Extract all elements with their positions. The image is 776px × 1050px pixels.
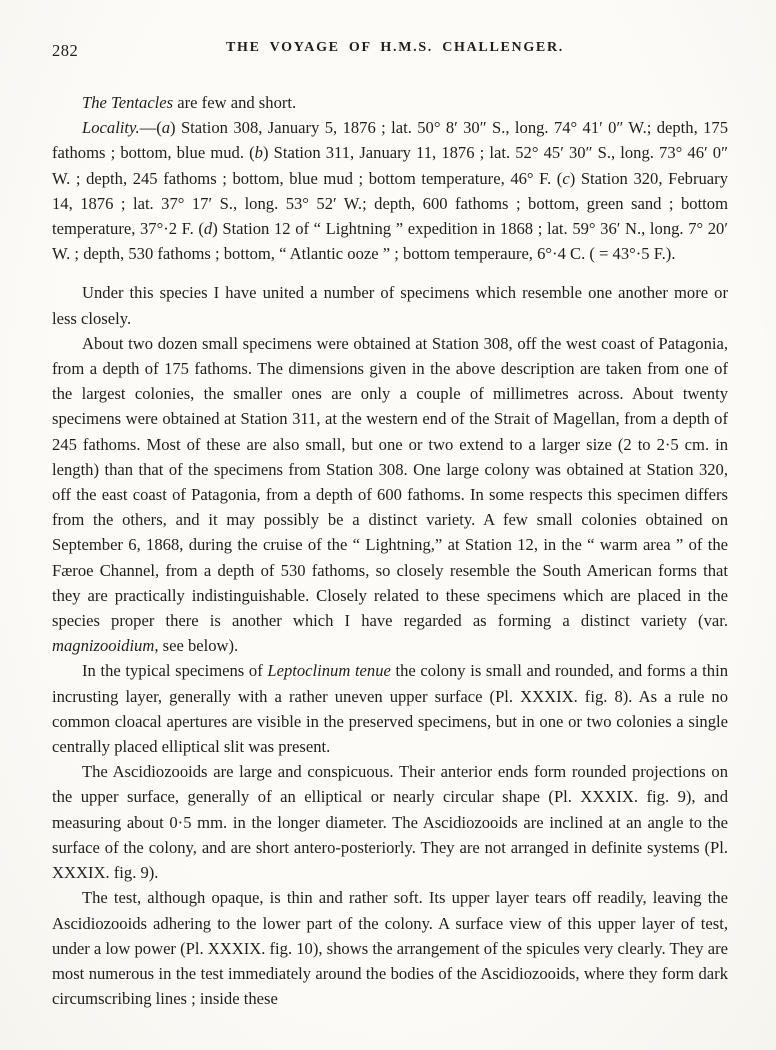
paragraph-united	[52, 280, 728, 330]
text-run: About two dozen small specimens were obtained at Station 308, off the west coast of Patagonia, from a depth of 175 fathoms. The dimensions given in the above description are taken from one of the largest colonies, the smaller ones are only a couple of millimetres across. About twenty specimens were obtained at Station 311, at the western end of the Strait of Magellan, from a depth of 245 fathoms. Most of these are also small, but one or two extend to a larger size (2 to 2·5 cm. in length) than that of the specimens from Station 308. One large colony was obtained at Station 320, off the east coast of Patagonia, from a depth of 600 fathoms. In some respects this specimen differs from the others, and it may possibly be a distinct variety. A few small colonies obtained on September 6, 1868, during the cruise of the “ Lightning,” at Station 12, in the “ warm area ” of the Færoe Channel, from a depth of 530 fathoms, so closely resemble the South American forms that they are practically indistinguishable. Closely related to these specimens which are placed in the species proper there is another which I have regarded as forming a distinct variety (var.	[52, 333, 728, 631]
text-run: Under this species I have united a number of specimens which resemble one another more or less closely.	[52, 283, 728, 328]
text-run: ) Station 12 of “ Lightning ” expedition in 1868 ; lat. 59° 36′ N., long. 7° 20′ W. ; depth, 530 fathoms ; bottom, “ Atlantic ooze ” ; bottom temperaure, 6°·4 C. ( = 43°·5 F.).	[52, 219, 728, 264]
paragraph-stations	[52, 331, 728, 659]
text-run: —(	[139, 118, 162, 138]
text-run: the colony is small and rounded, and forms a thin incrusting layer, generally with a rather uneven upper surface (Pl. XXXIX. fig. 8). As a rule no common cloacal apertures are visible in the preserved specimens, but in one or two colonies a single centrally placed elliptical slit was present.	[52, 661, 728, 757]
italic-run: The Tentacles	[82, 93, 174, 112]
italic-run: c	[562, 168, 570, 188]
italic-run: b	[254, 143, 263, 163]
text-run: ) Station 320, February 14, 1876 ; lat. 37° 17′ S., long. 53° 52′ W.; depth, 600 fathoms ; bottom, green sand ; bottom temperature, 37°·2 F. (	[52, 168, 728, 239]
text-run: The Ascidiozooids are large and conspicuous. Their anterior ends form rounded projections on the upper surface, generally of an elliptical or nearly circular shape (Pl. XXXIX. fig. 9), and measuring about 0·5 mm. in the longer diameter. The Ascidiozooids are inclined at an angle to the surface of the colony, and are short antero-posteriorly. They are not arranged in definite systems (Pl. XXXIX. fig. 9).	[52, 762, 728, 883]
text-run: ) Station 311, January 11, 1876 ; lat. 52° 45′ 30″ S., long. 73° 46′ 0″ W. ; depth, 245 fathoms ; bottom, blue mud ; bottom temperature, 46° F. (	[52, 143, 728, 188]
page-header	[52, 40, 728, 64]
text-run: are few and short.	[173, 93, 297, 112]
italic-run: Leptoclinum tenue	[267, 661, 391, 681]
paragraph-typical	[52, 658, 728, 759]
paragraph-test	[52, 885, 728, 1011]
italic-run: d	[203, 219, 213, 239]
text-run: In the typical specimens of	[82, 661, 268, 681]
text-run: The test, although opaque, is thin and rather soft. Its upper layer tears off readily, leaving the Ascidiozooids adhering to the lower part of the colony. A surface view of this upper layer of test, under a low power (Pl. XXXIX. fig. 10), shows the arrangement of the spicules very clearly. They are most numerous in the test immediately around the bodies of the Ascidiozooids, where they form dark circumscribing lines ; inside these	[52, 888, 728, 1009]
text-run: , see below).	[154, 636, 239, 656]
paragraph-ascidiozooids	[52, 759, 728, 885]
italic-run: magnizooidium	[52, 636, 155, 656]
italic-run: a	[161, 118, 171, 138]
text-run: ) Station 308, January 5, 1876 ; lat. 50° 8′ 30″ S., long. 74° 41′ 0″ W.; depth, 175 fathoms ; bottom, blue mud. (	[52, 118, 728, 163]
running-head: THE VOYAGE OF H.M.S. CHALLENGER.	[226, 40, 564, 55]
paragraph-locality	[52, 115, 728, 266]
paragraph-tentacles	[52, 90, 728, 115]
page-number: 282	[52, 41, 79, 60]
text-body	[52, 90, 728, 1011]
italic-run: Locality.	[82, 118, 140, 138]
